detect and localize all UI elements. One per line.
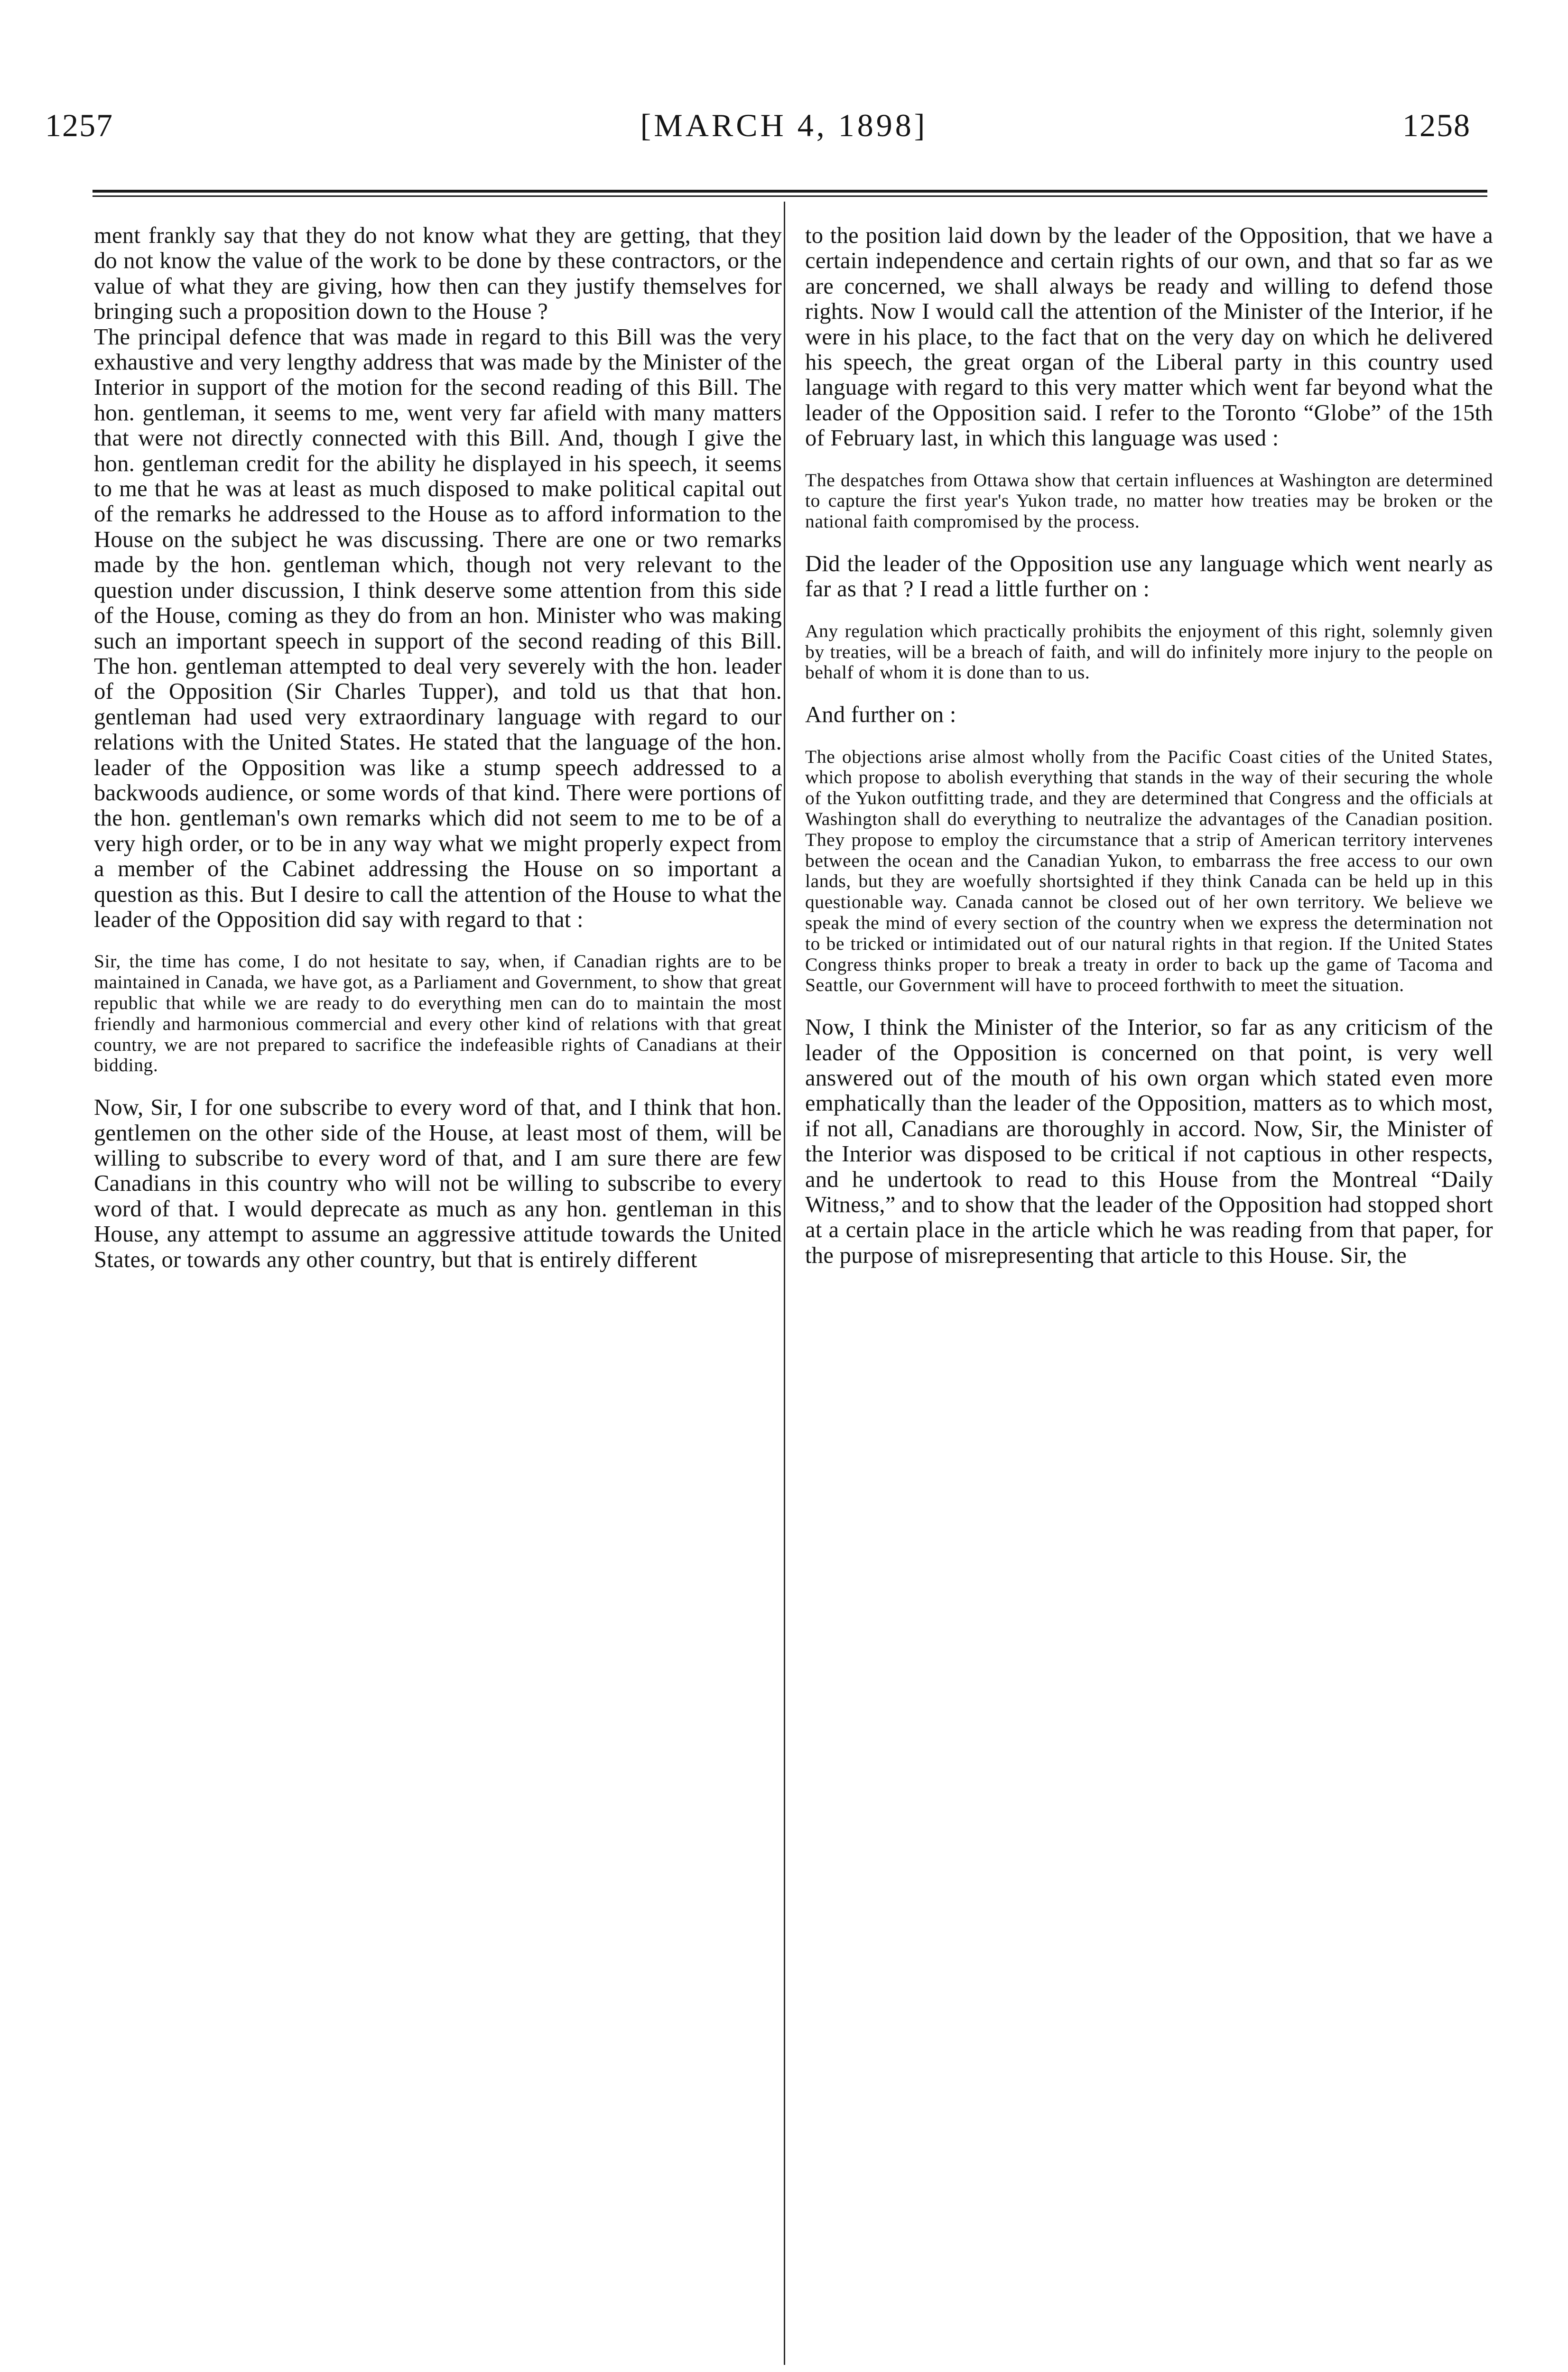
- left-column: [94, 223, 782, 1272]
- right-quote-2: Any regulation which practically prohibits the enjoyment of this right, solemnly given by treaties, will be a breach of faith, and will do infinitely more injury to the people on behalf of whom it is done than to us.: [805, 620, 1493, 683]
- header-rule-thin: [93, 195, 1487, 197]
- page-date-title: [MARCH 4, 1898]: [640, 107, 928, 143]
- right-paragraph-4: Now, I think the Minister of the Interior, so far as any criticism of the leader of the Opposition is concerned on that point, is very well answered out of the mouth of his own organ which stated even more emphatically than the leader of the Opposition, matters as to which most, if not all, Canadians are thoroughly in accord. Now, Sir, the Minister of the Interior was disposed to be critical if not captious in other respects, and he undertook to read to this House from the Montreal “Daily Witness,” and to show that the leader of the Opposition had stopped short at a certain place in the article which he was reading from that paper, for the purpose of misrepresenting that article to this House. Sir, the: [805, 1015, 1493, 1268]
- column-divider: [784, 202, 785, 2365]
- left-paragraph-2: The principal defence that was made in regard to this Bill was the very exhaustive and very lengthy address that was made by the Minister of the Interior in support of the motion for the second reading of this Bill. The hon. gentleman, it seems to me, went very far afield with many matters that were not directly connected with this Bill. And, though I give the hon. gentleman credit for the ability he displayed in his speech, it seems to me that he was at least as much disposed to make political capital out of the remarks he addressed to the House as to afford information to the House on the subject he was discussing. There are one or two remarks made by the hon. gentleman which, though not very relevant to the question under discussion, I think deserve some attention from this side of the House, coming as they do from an hon. Minister who was making such an important speech in support of the second reading of this Bill. The hon. gentleman attempted to deal very severely with the hon. leader of the Opposition (Sir Charles Tupper), and told us that that hon. gentleman had used very extraordinary language with regard to our relations with the United States. He stated that the language of the hon. leader of the Opposition was like a stump speech addressed to a backwoods audience, or some words of that kind. There were portions of the hon. gentleman's own remarks which did not seem to me to be of a very high order, or to be in any way what we might properly expect from a member of the Cabinet addressing the House on so important a question as this. But I desire to call the attention of the House to what the leader of the Opposition did say with regard to that :: [94, 324, 782, 932]
- right-paragraph-2: Did the leader of the Opposition use any language which went nearly as far as that ? I read a little further on :: [805, 551, 1493, 602]
- left-paragraph-1: ment frankly say that they do not know what they are getting, that they do not know the value of the work to be done by these contractors, or the value of what they are giving, how then can they justify themselves for bringing such a proposition down to the House ?: [94, 223, 782, 324]
- page-number-left: 1257: [45, 107, 113, 143]
- left-quote-1: Sir, the time has come, I do not hesitate to say, when, if Canadian rights are to be maintained in Canada, we have got, as a Parliament and Government, to show that great republic that while we are ready to do everything men can do to maintain the most friendly and harmonious commercial and every other kind of relations with that great country, we are not prepared to sacrifice the indefeasible rights of Canadians at their bidding.: [94, 951, 782, 1076]
- left-paragraph-3: Now, Sir, I for one subscribe to every word of that, and I think that hon. gentlemen on the other side of the House, at least most of them, will be willing to subscribe to every word of that, and I am sure there are few Canadians in this country who will not be willing to subscribe to every word of that. I would deprecate as much as any hon. gentleman in this House, any attempt to assume an aggressive attitude towards the United States, or towards any other country, but that is entirely different: [94, 1095, 782, 1272]
- page-number-right: 1258: [1402, 107, 1471, 143]
- right-quote-3: The objections arise almost wholly from the Pacific Coast cities of the United States, which propose to abolish everything that stands in the way of their securing the whole of the Yukon outfitting trade, and they are determined that Congress and the officials at Washington shall do everything to neutralize the advantages of the Canadian position. They propose to employ the circumstance that a strip of American territory intervenes between the ocean and the Canadian Yukon, to embarrass the free access to our own lands, but they are woefully shortsighted if they think Canada can be held up in this questionable way. Canada cannot be closed out of her own territory. We believe we speak the mind of every section of the country when we express the determination not to be tricked or intimidated out of our natural rights in that region. If the United States Congress thinks proper to break a treaty in order to back up the game of Tacoma and Seattle, our Government will have to proceed forthwith to meet the situation.: [805, 746, 1493, 996]
- right-paragraph-1: to the position laid down by the leader of the Opposition, that we have a certain independence and certain rights of our own, and that so far as we are concerned, we shall always be ready and willing to defend those rights. Now I would call the attention of the Minister of the Interior, if he were in his place, to the fact that on the very day on which he delivered his speech, the great organ of the Liberal party in this country used language with regard to this very matter which went far beyond what the leader of the Opposition said. I refer to the Toronto “Globe” of the 15th of February last, in which this language was used :: [805, 223, 1493, 451]
- right-quote-1: The despatches from Ottawa show that certain influences at Washington are determined to capture the first year's Yukon trade, no matter how treaties may be broken or the national faith compromised by the process.: [805, 469, 1493, 532]
- right-column: [805, 223, 1493, 1268]
- header-rule-thick: [93, 190, 1487, 193]
- right-paragraph-3: And further on :: [805, 702, 956, 728]
- page-header: [0, 107, 1568, 159]
